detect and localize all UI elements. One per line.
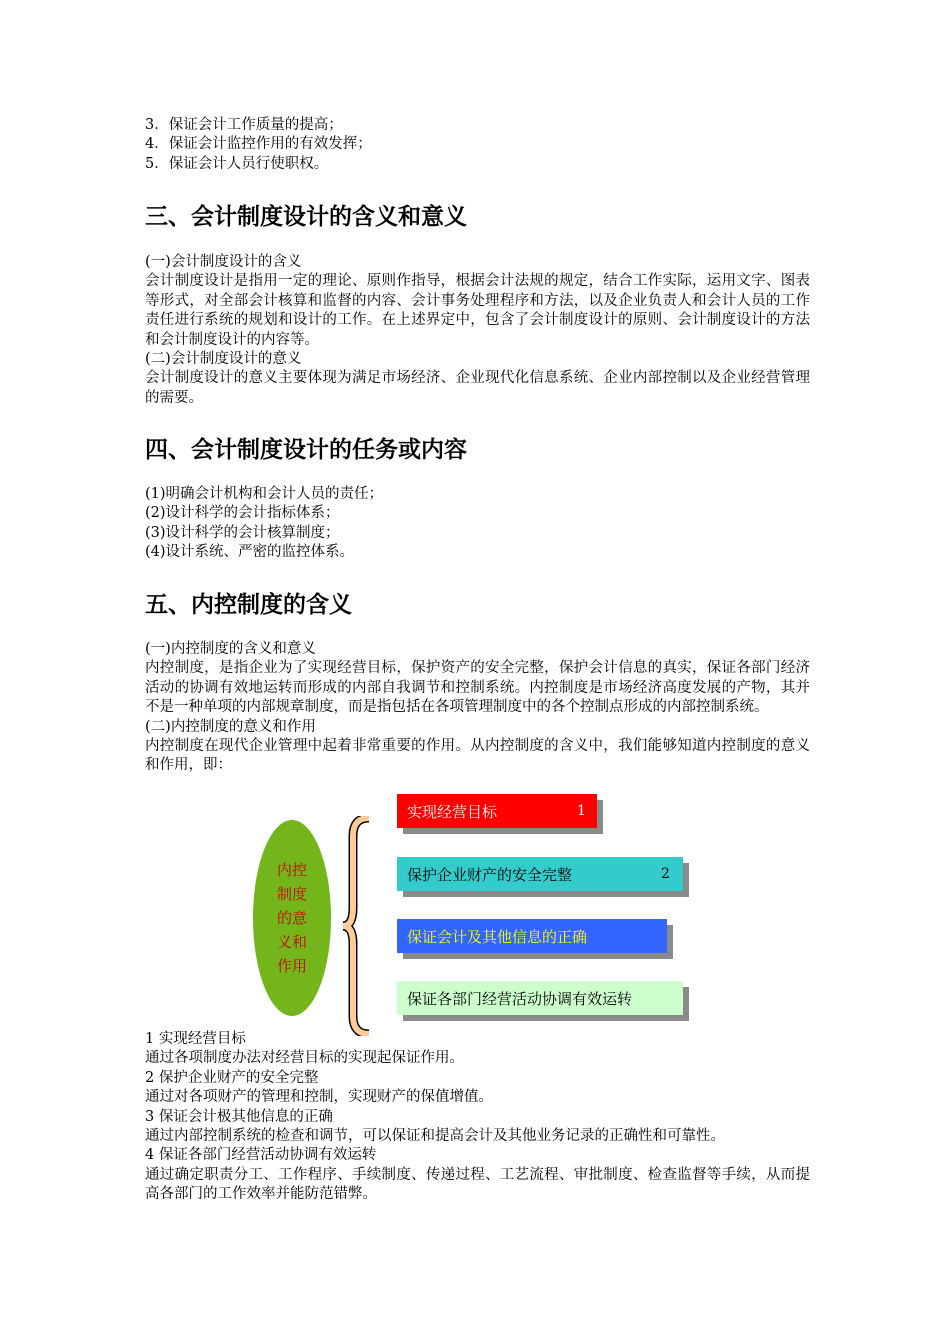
list-top <box>145 116 810 174</box>
brace-icon <box>341 816 371 1036</box>
list-item: 4．保证会计监控作用的有效发挥； <box>145 136 372 153</box>
section-3-heading: 三、会计制度设计的含义和意义 <box>145 204 467 230</box>
paragraph: 会计制度设计是指用一定的理论、原则作指导，根据会计法规的规定，结合工作实际，运用文字、图表等形式，对全部会计核算和监督的内容、会计事务处理程序和方法，以及企业负责人和会计人员的工作责任进行系统的规划和设计的工作。在上述界定中，包含了会计制度设计的原则、会计制度设计的方法和会计制度设计的内容等。 <box>145 273 810 348</box>
section-4-list <box>145 485 810 563</box>
explanation-text: 通过确定职责分工、工作程序、手续制度、传递过程、工艺流程、审批制度、检查监督等手续，从而提高各部门的工作效率并能防范错弊。 <box>145 1166 810 1203</box>
section-5-heading: 五、内控制度的含义 <box>145 592 352 618</box>
diagram-box-1 <box>397 794 597 828</box>
diagram-box-label: 保证会计及其他信息的正确 <box>407 927 588 946</box>
subheading: (一)会计制度设计的含义 <box>145 254 302 270</box>
section-4-heading: 四、会计制度设计的任务或内容 <box>145 437 467 463</box>
explanation-list <box>145 1030 810 1205</box>
center-ellipse <box>253 820 331 1016</box>
diagram-box-4 <box>397 981 683 1015</box>
diagram-box-3 <box>397 919 667 953</box>
diagram-box-number: 1 <box>577 803 586 819</box>
explanation-heading: 1 实现经营目标 <box>145 1031 246 1047</box>
list-item: 3．保证会计工作质量的提高； <box>145 117 343 133</box>
subheading: (二)会计制度设计的意义 <box>145 351 302 368</box>
diagram-box-number: 2 <box>661 866 670 882</box>
explanation-text: 通过各项制度办法对经营目标的实现起保证作用。 <box>145 1050 464 1067</box>
explanation-heading: 4 保证各部门经营活动协调有效运转 <box>145 1147 377 1164</box>
explanation-heading: 2 保护企业财产的安全完整 <box>145 1069 319 1086</box>
internal-control-diagram <box>145 790 810 1030</box>
explanation-text: 通过内部控制系统的检查和调节，可以保证和提高会计及其他业务记录的正确性和可靠性。 <box>145 1128 725 1145</box>
diagram-box-2 <box>397 857 683 891</box>
subheading: (一)内控制度的含义和意义 <box>145 641 316 657</box>
paragraph: 会计制度设计的意义主要体现为满足市场经济、企业现代化信息系统、企业内部控制以及企业经营管理的需要。 <box>145 370 810 406</box>
list-item: (3)设计科学的会计核算制度； <box>145 524 340 541</box>
explanation-text: 通过对各项财产的管理和控制，实现财产的保值增值。 <box>145 1089 493 1106</box>
diagram-box-label: 保护企业财产的安全完整 <box>407 865 573 884</box>
list-item: (2)设计科学的会计指标体系； <box>145 505 340 522</box>
list-item: (4)设计系统、严密的监控体系。 <box>145 544 355 561</box>
subheading: (二)内控制度的意义和作用 <box>145 718 316 735</box>
list-item: 5．保证会计人员行使职权。 <box>145 155 329 172</box>
section-3-body <box>145 253 810 408</box>
section-5-body <box>145 640 810 776</box>
diagram-box-label: 保证各部门经营活动协调有效运转 <box>407 989 633 1008</box>
center-ellipse-label: 内控 制度 的意 义和 作用 <box>276 861 307 975</box>
explanation-heading: 3 保证会计极其他信息的正确 <box>145 1108 333 1125</box>
paragraph: 内控制度在现代企业管理中起着非常重要的作用。从内控制度的含义中，我们能够知道内控制度的意义和作用，即： <box>145 738 810 774</box>
paragraph: 内控制度，是指企业为了实现经营目标，保护资产的安全完整，保护会计信息的真实，保证各部门经济活动的协调有效地运转而形成的内部自我调节和控制系统。内控制度是市场经济高度发展的产物，其并不是一种单项的内部规章制度，而是指包括在各项管理制度中的各个控制点形成的内部控制系统。 <box>145 660 810 716</box>
list-item: (1)明确会计机构和会计人员的责任； <box>145 486 384 502</box>
diagram-box-label: 实现经营目标 <box>407 802 498 821</box>
